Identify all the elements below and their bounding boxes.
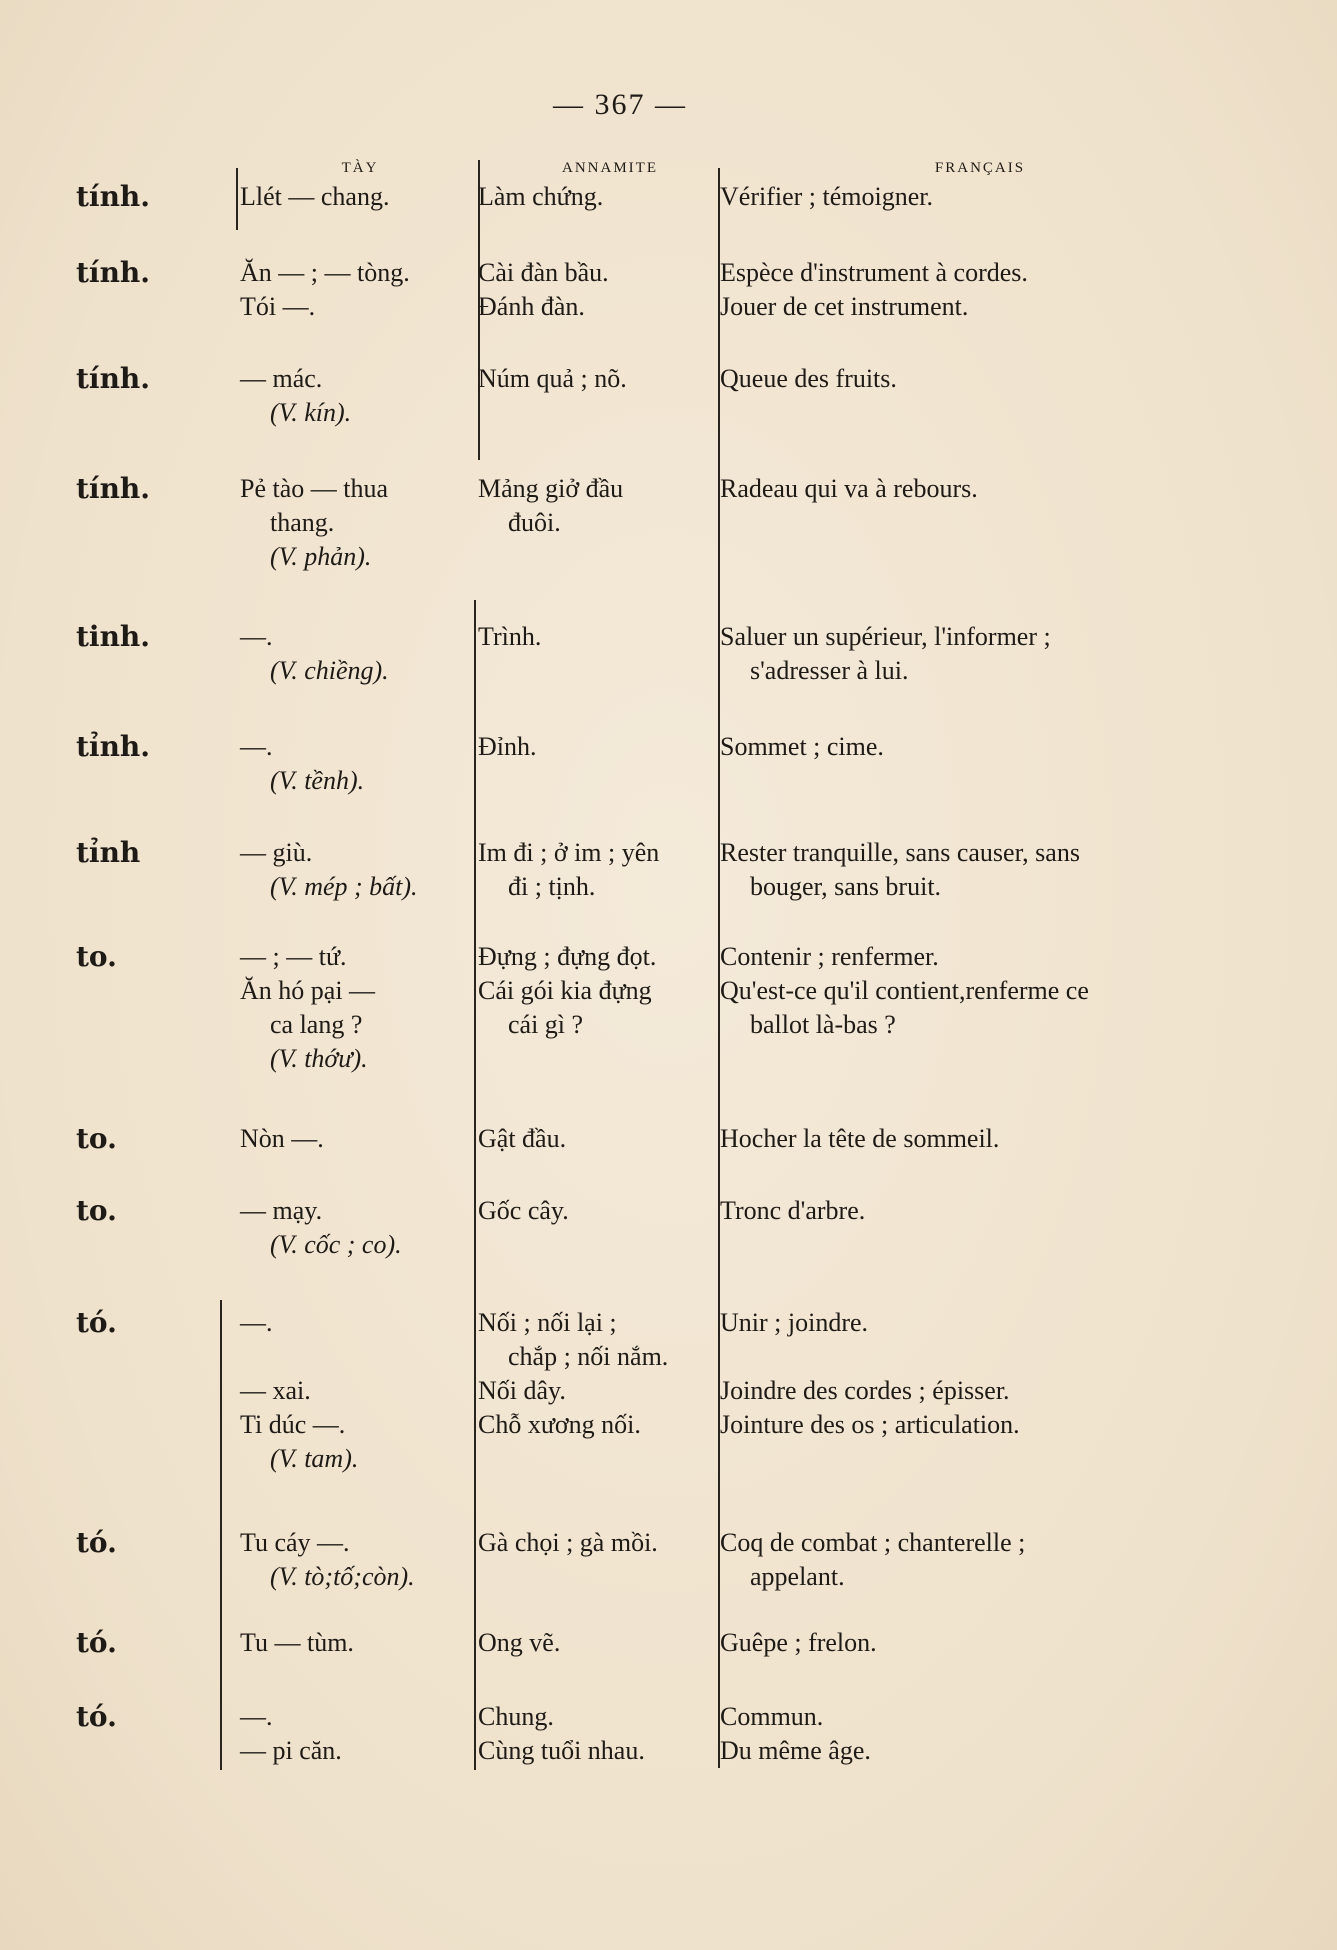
entry-line: Đỉnh.	[478, 732, 537, 761]
entry-line: Guêpe ; frelon.	[720, 1628, 877, 1657]
annamite-cell	[478, 1700, 708, 1768]
entry-line: — xai.	[240, 1376, 311, 1405]
headword: tính.	[76, 256, 151, 289]
tay-cell	[240, 256, 470, 324]
french-cell	[720, 836, 1180, 904]
tay-cell	[240, 180, 470, 214]
french-cell	[720, 1526, 1180, 1594]
annamite-cell	[478, 256, 708, 324]
annamite-cell	[478, 472, 708, 540]
entry-line: đi ; tịnh.	[508, 872, 596, 901]
entry-line: Núm quả ; nõ.	[478, 364, 627, 393]
entry-line: cái gì ?	[508, 1010, 584, 1039]
entry-line: Cài đàn bầu.	[478, 258, 609, 287]
entry-line	[720, 1340, 1180, 1374]
entry-line: — pi căn.	[240, 1736, 342, 1765]
headword: tó.	[76, 1700, 117, 1733]
entry-line: Vérifier ; témoigner.	[720, 182, 933, 211]
french-cell	[720, 1306, 1180, 1442]
entry-line: bouger, sans bruit.	[750, 872, 942, 901]
headword: tỉnh.	[76, 730, 151, 763]
french-cell	[720, 620, 1180, 688]
entry-line: —.	[240, 1702, 273, 1731]
tay-cell	[240, 1626, 470, 1660]
entry-line: Radeau qui va à rebours.	[720, 474, 978, 503]
annamite-cell	[478, 620, 708, 654]
column-rule	[220, 1300, 222, 1770]
tay-cell	[240, 1122, 470, 1156]
entry-line: chắp ; nối nắm.	[508, 1342, 669, 1371]
entry-line: đuôi.	[508, 508, 561, 537]
entry-line: ca lang ?	[270, 1010, 363, 1039]
entry-line: Nối dây.	[478, 1376, 566, 1405]
entry-line: Contenir ; renfermer.	[720, 942, 939, 971]
entry-line: Qu'est-ce qu'il contient,renferme ce	[720, 976, 1089, 1005]
entry-line: (V. tò;tố;còn).	[270, 1562, 415, 1591]
tay-cell	[240, 1700, 470, 1768]
entry-line: — giù.	[240, 838, 313, 867]
annamite-cell	[478, 940, 708, 1042]
tay-cell	[240, 1194, 470, 1262]
entry-line: Saluer un supérieur, l'informer ;	[720, 622, 1051, 651]
tay-cell	[240, 730, 470, 798]
annamite-cell	[478, 1626, 708, 1660]
tay-cell	[240, 1306, 470, 1476]
entry-line: Cái gói kia đựng	[478, 976, 652, 1005]
column-rule	[474, 600, 476, 1770]
annamite-cell	[478, 730, 708, 764]
page-number: — 367 —	[553, 88, 687, 121]
entry-line: Unir ; joindre.	[720, 1308, 869, 1337]
header-tay: TÀY	[341, 160, 379, 176]
headword: tó.	[76, 1626, 117, 1659]
entry-line: (V. phản).	[270, 542, 372, 571]
entry-line: Joindre des cordes ; épisser.	[720, 1376, 1010, 1405]
entry-line: Ti dúc —.	[240, 1410, 346, 1439]
entry-line: Sommet ; cime.	[720, 732, 884, 761]
headword: tỉnh	[76, 836, 141, 869]
entry-line: —.	[240, 732, 273, 761]
header-annamite: ANNAMITE	[562, 160, 658, 176]
entry-line: ballot là-bas ?	[750, 1010, 896, 1039]
entry-line: appelant.	[750, 1562, 845, 1591]
headword: tính.	[76, 472, 151, 505]
entry-line: Llét — chang.	[240, 182, 390, 211]
entry-line: Espèce d'instrument à cordes.	[720, 258, 1028, 287]
annamite-cell	[478, 1122, 708, 1156]
entry-line: Nòn —.	[240, 1124, 324, 1153]
french-cell	[720, 1626, 1180, 1660]
entry-line: (V. mép ; bất).	[270, 872, 418, 901]
tay-cell	[240, 940, 470, 1076]
annamite-cell	[478, 1306, 708, 1442]
entry-line: (V. tam).	[270, 1444, 359, 1473]
entry-line: Commun.	[720, 1702, 824, 1731]
entry-line: Làm chứng.	[478, 182, 604, 211]
entry-line: Ong vẽ.	[478, 1628, 561, 1657]
french-cell	[720, 362, 1180, 396]
headword: tó.	[76, 1526, 117, 1559]
entry-line: (V. kín).	[270, 398, 352, 427]
entry-line: — mác.	[240, 364, 323, 393]
entry-line: —.	[240, 622, 273, 651]
entry-line: s'adresser à lui.	[750, 656, 909, 685]
tay-cell	[240, 620, 470, 688]
entry-line: thang.	[270, 508, 335, 537]
entry-line: (V. chiềng).	[270, 656, 389, 685]
entry-line: Hocher la tête de sommeil.	[720, 1124, 1000, 1153]
entry-line: Chỗ xương nối.	[478, 1410, 641, 1439]
tay-cell	[240, 472, 470, 574]
entry-line: Tu — tùm.	[240, 1628, 354, 1657]
entry-line: Đựng ; đựng đọt.	[478, 942, 657, 971]
french-cell	[720, 940, 1180, 1042]
annamite-cell	[478, 1194, 708, 1228]
tay-cell	[240, 1526, 470, 1594]
entry-line: Im đi ; ở im ; yên	[478, 838, 660, 867]
french-cell	[720, 180, 1180, 214]
entry-line: (V. thớư).	[270, 1044, 368, 1073]
headword: tính.	[76, 180, 151, 213]
french-cell	[720, 1700, 1180, 1768]
annamite-cell	[478, 836, 708, 904]
entry-line: Gật đầu.	[478, 1124, 567, 1153]
entry-line: Gà chọi ; gà mồi.	[478, 1528, 658, 1557]
entry-line: Tronc d'arbre.	[720, 1196, 866, 1225]
headword: tính.	[76, 362, 151, 395]
entry-line: Jouer de cet instrument.	[720, 292, 969, 321]
entry-line	[240, 1340, 470, 1374]
entry-line: Đánh đàn.	[478, 292, 585, 321]
entry-line: Tói —.	[240, 292, 316, 321]
entry-line: Jointure des os ; articulation.	[720, 1410, 1020, 1439]
headword: tó.	[76, 1306, 117, 1339]
entry-line: Mảng giở đầu	[478, 474, 624, 503]
french-cell	[720, 1122, 1180, 1156]
french-cell	[720, 730, 1180, 764]
entry-line: (V. tềnh).	[270, 766, 365, 795]
french-cell	[720, 256, 1180, 324]
annamite-cell	[478, 362, 708, 396]
tay-cell	[240, 362, 470, 430]
entry-line: Gốc cây.	[478, 1196, 569, 1225]
french-cell	[720, 1194, 1180, 1228]
tay-cell	[240, 836, 470, 904]
entry-line: Tu cáy —.	[240, 1528, 350, 1557]
entry-line: (V. cốc ; co).	[270, 1230, 402, 1259]
entry-line: Pẻ tào — thua	[240, 474, 389, 503]
column-rule	[236, 168, 238, 230]
french-cell	[720, 472, 1180, 506]
annamite-cell	[478, 180, 708, 214]
entry-line: Rester tranquille, sans causer, sans	[720, 838, 1080, 867]
annamite-cell	[478, 1526, 708, 1560]
entry-line: Chung.	[478, 1702, 554, 1731]
entry-line: — ; — tứ.	[240, 942, 347, 971]
headword: to.	[76, 1194, 117, 1227]
entry-line: Ăn — ; — tòng.	[240, 258, 410, 287]
headword: tinh.	[76, 620, 151, 653]
entry-line: — mạy.	[240, 1196, 323, 1225]
header-francais: FRANÇAIS	[934, 160, 1026, 176]
entry-line: Cùng tuổi nhau.	[478, 1736, 645, 1765]
entry-line: —.	[240, 1308, 273, 1337]
headword: to.	[76, 1122, 117, 1155]
entry-line: Nối ; nối lại ;	[478, 1308, 617, 1337]
entry-line: Queue des fruits.	[720, 364, 897, 393]
entry-line: Trình.	[478, 622, 542, 651]
entry-line: Ăn hó pại —	[240, 976, 376, 1005]
headword: to.	[76, 940, 117, 973]
entry-line: Coq de combat ; chanterelle ;	[720, 1528, 1026, 1557]
entry-line: Du même âge.	[720, 1736, 871, 1765]
